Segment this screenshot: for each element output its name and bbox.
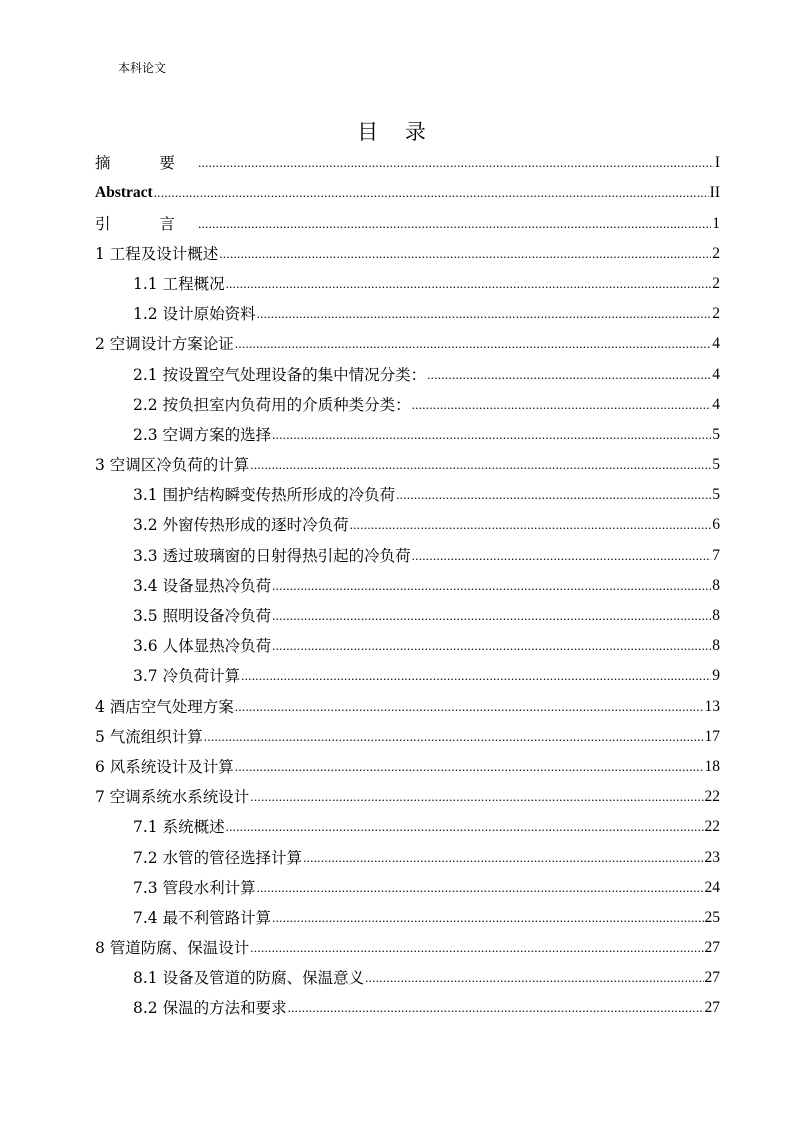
toc-entry[interactable] (95, 480, 720, 510)
toc-entry-label: 1.2 设计原始资料 (133, 305, 256, 324)
dot-leader (427, 360, 711, 390)
toc-entry-page: 5 (712, 425, 720, 443)
dot-leader (272, 571, 711, 601)
dot-leader (272, 420, 711, 450)
toc-entry-page: 1 (712, 214, 720, 232)
toc-entry-page: 22 (704, 818, 720, 836)
dot-leader (154, 178, 709, 208)
toc-entry[interactable] (95, 299, 720, 329)
dot-leader (250, 450, 711, 480)
toc-entry-label: 7.1 系统概述 (133, 818, 225, 837)
toc-entry-page: 5 (712, 456, 720, 474)
dot-leader (235, 329, 711, 359)
toc-entry[interactable] (95, 782, 720, 812)
dot-leader (257, 873, 704, 903)
dot-leader (241, 661, 711, 691)
toc-entry-label: 3.3 透过玻璃窗的日射得热引起的冷负荷 (133, 546, 411, 565)
toc-entry-label: 3.5 照明设备冷负荷 (133, 607, 272, 625)
dot-leader (198, 209, 711, 239)
toc-entry-page: I (714, 154, 720, 172)
toc-entry[interactable] (95, 359, 720, 389)
toc-entry-label: 2 空调设计方案论证 (95, 335, 234, 354)
toc-entry-page: 27 (704, 999, 720, 1017)
table-of-contents (95, 148, 720, 1023)
dot-leader (350, 510, 712, 540)
toc-entry-label: 7.2 水管的管径选择计算 (133, 848, 303, 867)
toc-entry-label: 6 风系统设计及计算 (95, 757, 234, 776)
toc-entry-page: 4 (712, 335, 720, 353)
toc-entry-page: 2 (712, 305, 720, 323)
toc-entry-label: 1 工程及设计概述 (95, 244, 219, 263)
toc-entry-label: 3 空调区冷负荷的计算 (95, 456, 250, 475)
toc-entry-page: 4 (712, 365, 720, 383)
toc-entry[interactable] (95, 873, 720, 903)
page-title: 目 录 (357, 120, 436, 144)
toc-entry-page: II (709, 184, 720, 202)
toc-entry[interactable] (95, 601, 720, 631)
toc-entry-label: Abstract (95, 184, 153, 202)
dot-leader (272, 903, 703, 933)
toc-entry-page: 25 (704, 908, 720, 926)
toc-entry[interactable] (95, 178, 720, 208)
toc-entry-page: 2 (712, 274, 720, 292)
dot-leader (235, 692, 704, 722)
toc-entry[interactable] (95, 540, 720, 570)
toc-entry-page: 4 (712, 395, 720, 413)
dot-leader (412, 390, 712, 420)
toc-entry-page: 8 (712, 576, 720, 594)
dot-leader (288, 993, 704, 1023)
toc-entry[interactable] (95, 691, 720, 721)
page-header: 本科论文 (118, 61, 167, 75)
toc-entry-page: 17 (704, 727, 720, 745)
toc-entry-page: 13 (704, 697, 720, 715)
toc-entry[interactable] (95, 903, 720, 933)
toc-entry-label: 摘 要 (95, 154, 197, 173)
toc-entry-label: 3.1 围护结构瞬变传热所形成的冷负荷 (133, 486, 396, 505)
toc-entry[interactable] (95, 420, 720, 450)
toc-entry-page: 8 (712, 637, 720, 655)
toc-entry[interactable] (95, 752, 720, 782)
toc-entry-label: 8.1 设备及管道的防腐、保温意义 (133, 969, 365, 988)
toc-entry[interactable] (95, 661, 720, 691)
toc-entry-page: 18 (704, 757, 720, 775)
toc-entry-page: 22 (704, 788, 720, 806)
toc-entry-label: 3.2 外窗传热形成的逐时冷负荷 (133, 516, 349, 535)
toc-entry-label: 8 管道防腐、保温设计 (95, 939, 250, 958)
toc-entry-page: 27 (704, 939, 720, 957)
toc-entry-label: 4 酒店空气处理方案 (95, 697, 234, 716)
toc-entry[interactable] (95, 842, 720, 872)
toc-entry-label: 3.6 人体显热冷负荷 (133, 637, 272, 656)
toc-entry-page: 5 (712, 486, 720, 504)
toc-entry[interactable] (95, 450, 720, 480)
toc-entry[interactable] (95, 571, 720, 601)
dot-leader (412, 541, 712, 571)
dot-leader (204, 722, 704, 752)
toc-entry[interactable] (95, 993, 720, 1023)
toc-entry[interactable] (95, 510, 720, 540)
toc-entry[interactable] (95, 390, 720, 420)
toc-entry-label: 7.4 最不利管路计算 (133, 908, 272, 927)
toc-entry-label: 引 言 (95, 214, 197, 233)
toc-entry-page: 27 (704, 969, 720, 987)
toc-entry[interactable] (95, 631, 720, 661)
toc-entry-label: 5 气流组织计算 (95, 727, 203, 746)
dot-leader (257, 299, 712, 329)
dot-leader (226, 269, 712, 299)
toc-entry-label: 1.1 工程概况 (133, 274, 225, 293)
toc-entry-label: 2.3 空调方案的选择 (133, 425, 272, 444)
toc-entry-label: 3.7 冷负荷计算 (133, 667, 241, 686)
toc-entry-page: 6 (712, 516, 720, 534)
dot-leader (198, 148, 714, 178)
dot-leader (396, 480, 711, 510)
toc-entry[interactable] (95, 963, 720, 993)
dot-leader (272, 601, 711, 631)
toc-entry-page: 8 (712, 607, 720, 624)
dot-leader (272, 631, 711, 661)
dot-leader (250, 782, 703, 812)
toc-entry-page: 23 (704, 848, 720, 866)
toc-entry-label: 8.2 保温的方法和要求 (133, 999, 287, 1018)
dot-leader (303, 843, 703, 873)
toc-entry[interactable] (95, 933, 720, 963)
dot-leader (250, 933, 703, 963)
dot-leader (235, 752, 704, 782)
dot-leader (226, 812, 704, 842)
toc-entry-page: 2 (712, 244, 720, 262)
toc-entry[interactable] (95, 208, 720, 238)
toc-entry[interactable] (95, 722, 720, 752)
toc-entry-label: 2.1 按设置空气处理设备的集中情况分类： (133, 365, 427, 384)
toc-entry[interactable] (95, 239, 720, 269)
toc-entry[interactable] (95, 148, 720, 178)
toc-entry-page: 7 (712, 546, 720, 564)
toc-entry-page: 9 (712, 667, 720, 685)
toc-entry-page: 24 (704, 878, 720, 896)
toc-entry-label: 7 空调系统水系统设计 (95, 788, 250, 807)
dot-leader (219, 239, 711, 269)
toc-entry[interactable] (95, 329, 720, 359)
toc-entry-label: 7.3 管段水利计算 (133, 878, 256, 897)
dot-leader (365, 963, 703, 993)
toc-entry[interactable] (95, 269, 720, 299)
toc-entry-label: 2.2 按负担室内负荷用的介质种类分类： (133, 395, 411, 414)
toc-entry-label: 3.4 设备显热冷负荷 (133, 576, 272, 595)
toc-entry[interactable] (95, 812, 720, 842)
